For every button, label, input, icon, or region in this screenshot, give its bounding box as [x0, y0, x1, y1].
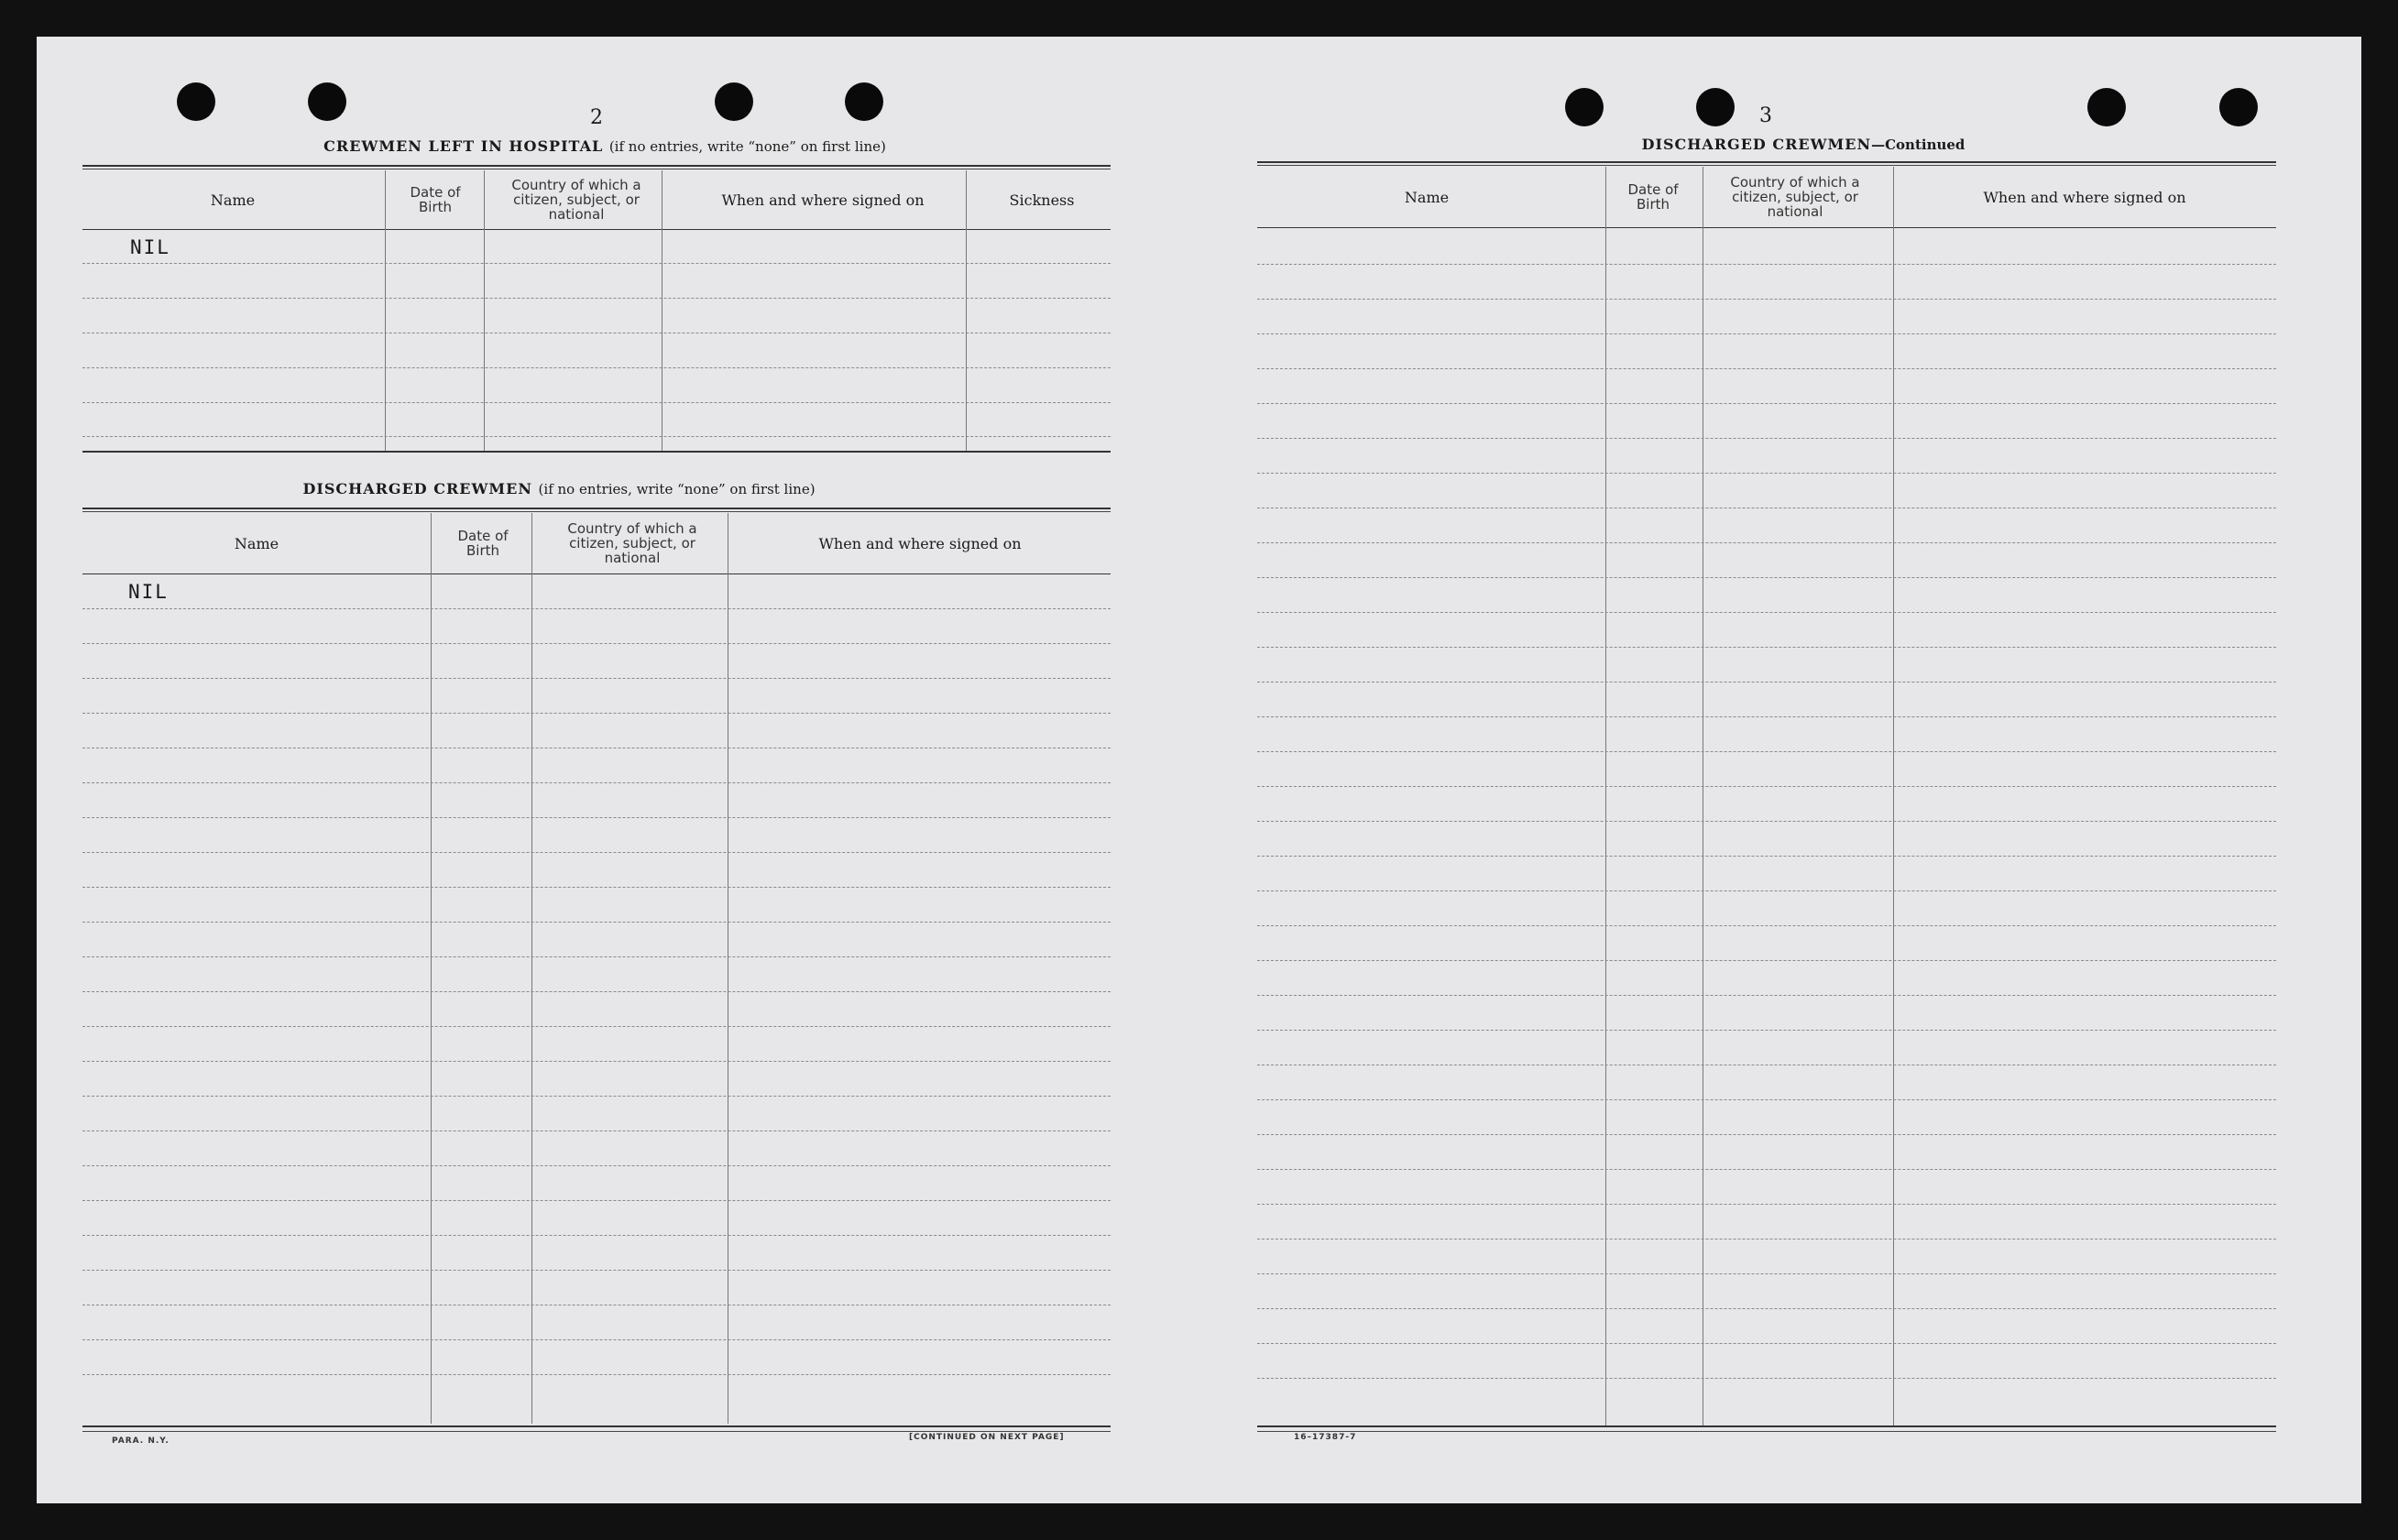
table-rule	[1257, 161, 2276, 163]
entry-line	[82, 991, 1111, 992]
table-rule	[82, 165, 1111, 167]
entry-line	[82, 817, 1111, 818]
hospital-instruction: (if no entries, write “none” on first line)	[608, 138, 886, 155]
entry-line	[1257, 682, 2276, 683]
column-divider	[484, 170, 485, 451]
entry-line	[82, 643, 1111, 644]
column-header-signed-on: When and where signed on	[1983, 188, 2186, 206]
table-rule	[1257, 1431, 2276, 1432]
page-number-left: 2	[590, 106, 603, 129]
entry-line	[1257, 1343, 2276, 1344]
table-rule	[1257, 165, 2276, 166]
entry-line	[1257, 264, 2276, 265]
entry-line	[1257, 1239, 2276, 1240]
entry-line	[1257, 1030, 2276, 1031]
entry-line	[82, 1200, 1111, 1201]
hospital-section-title	[82, 137, 1127, 155]
table-rule	[82, 1431, 1111, 1432]
footer-continued-note: [CONTINUED ON NEXT PAGE]	[909, 1433, 1065, 1442]
entry-line	[82, 1235, 1111, 1236]
discharged-section-title	[82, 480, 1035, 497]
column-header-signed-on: When and where signed on	[818, 534, 1022, 552]
entry-line	[1257, 403, 2276, 404]
column-divider	[966, 170, 967, 451]
entry-line	[82, 1339, 1111, 1340]
entry-line	[82, 852, 1111, 853]
entry-line	[1257, 1099, 2276, 1100]
header-rule	[82, 229, 1111, 230]
column-divider	[1605, 167, 1606, 1425]
entry-line	[1257, 786, 2276, 787]
entry-line	[82, 713, 1111, 714]
punch-hole	[1565, 88, 1604, 126]
document-sheet	[37, 37, 2361, 1503]
page-number-right: 3	[1759, 104, 1772, 127]
entry-line	[1257, 333, 2276, 334]
entry-line	[1257, 612, 2276, 613]
entry-line	[1257, 960, 2276, 961]
column-header-country: Country of which a citizen, subject, or national	[1730, 174, 1860, 220]
header-rule	[1257, 227, 2276, 228]
footer-form-number: 16–17387-7	[1294, 1433, 1357, 1442]
column-header-country: Country of which a citizen, subject, or national	[511, 177, 641, 223]
entry-line	[1257, 1204, 2276, 1205]
punch-hole	[1696, 88, 1735, 126]
entry-line	[1257, 542, 2276, 543]
column-header-sickness: Sickness	[1009, 191, 1075, 209]
entry-line	[82, 1374, 1111, 1375]
header-rule	[82, 573, 1111, 574]
discharged-continued-table	[1257, 161, 2276, 1433]
column-header-country: Country of which a citizen, subject, or national	[567, 520, 697, 566]
entry-line	[1257, 438, 2276, 439]
column-header-name: Name	[210, 191, 256, 209]
hospital-title-text: CREWMEN LEFT IN HOSPITAL	[323, 137, 604, 155]
entry-line	[82, 678, 1111, 679]
entry-line	[82, 887, 1111, 888]
punch-hole	[308, 82, 346, 121]
entry-line	[82, 1165, 1111, 1166]
discharged-title-text: DISCHARGED CREWMEN	[302, 480, 532, 497]
entry-line	[1257, 1134, 2276, 1135]
entry-line	[1257, 856, 2276, 857]
discharged-entry-name: NIL	[128, 581, 169, 603]
entry-line	[82, 436, 1111, 437]
right-title-text: DISCHARGED CREWMEN	[1641, 136, 1872, 153]
entry-line	[82, 263, 1111, 264]
entry-line	[82, 956, 1111, 957]
punch-hole	[715, 82, 753, 121]
column-divider	[385, 170, 386, 451]
hospital-table	[82, 165, 1111, 458]
punch-hole	[2219, 88, 2258, 126]
hospital-entry-name: NIL	[130, 236, 170, 258]
column-divider	[531, 513, 532, 1424]
entry-line	[1257, 1273, 2276, 1274]
entry-line	[82, 1026, 1111, 1027]
table-rule	[82, 511, 1111, 512]
column-divider	[1893, 167, 1894, 1425]
right-section-title	[1294, 136, 2313, 153]
footer-printer-mark: PARA. N.Y.	[112, 1436, 170, 1446]
entry-line	[1257, 368, 2276, 369]
table-rule	[82, 451, 1111, 453]
table-rule	[1257, 1425, 2276, 1427]
table-rule	[82, 1425, 1111, 1427]
entry-line	[1257, 647, 2276, 648]
entry-line	[82, 1061, 1111, 1062]
entry-line	[82, 782, 1111, 783]
entry-line	[82, 922, 1111, 923]
punch-hole	[845, 82, 883, 121]
column-header-date-of-birth: Date of Birth	[410, 184, 461, 215]
entry-line	[1257, 1378, 2276, 1379]
column-header-date-of-birth: Date of Birth	[457, 528, 509, 559]
entry-line	[82, 298, 1111, 299]
entry-line	[1257, 821, 2276, 822]
entry-line	[1257, 995, 2276, 996]
punch-hole	[177, 82, 215, 121]
entry-line	[1257, 751, 2276, 752]
entry-line	[82, 402, 1111, 403]
column-divider	[431, 513, 432, 1424]
entry-line	[82, 1270, 1111, 1271]
discharged-instruction: (if no entries, write “none” on first line)	[538, 481, 816, 497]
entry-line	[82, 1130, 1111, 1131]
entry-line	[1257, 1169, 2276, 1170]
discharged-table	[82, 508, 1111, 1433]
entry-line	[82, 608, 1111, 609]
column-header-date-of-birth: Date of Birth	[1627, 181, 1679, 213]
entry-line	[1257, 1308, 2276, 1309]
entry-line	[1257, 925, 2276, 926]
entry-line	[1257, 577, 2276, 578]
entry-line	[82, 1096, 1111, 1097]
column-header-signed-on: When and where signed on	[721, 191, 925, 209]
punch-hole	[2087, 88, 2126, 126]
entry-line	[82, 367, 1111, 368]
table-rule	[82, 508, 1111, 509]
entry-line	[1257, 716, 2276, 717]
entry-line	[1257, 890, 2276, 891]
column-header-name: Name	[1404, 188, 1450, 206]
entry-line	[1257, 473, 2276, 474]
right-title-suffix: —Continued	[1871, 137, 1965, 153]
column-header-name: Name	[234, 534, 279, 552]
entry-line	[1257, 299, 2276, 300]
